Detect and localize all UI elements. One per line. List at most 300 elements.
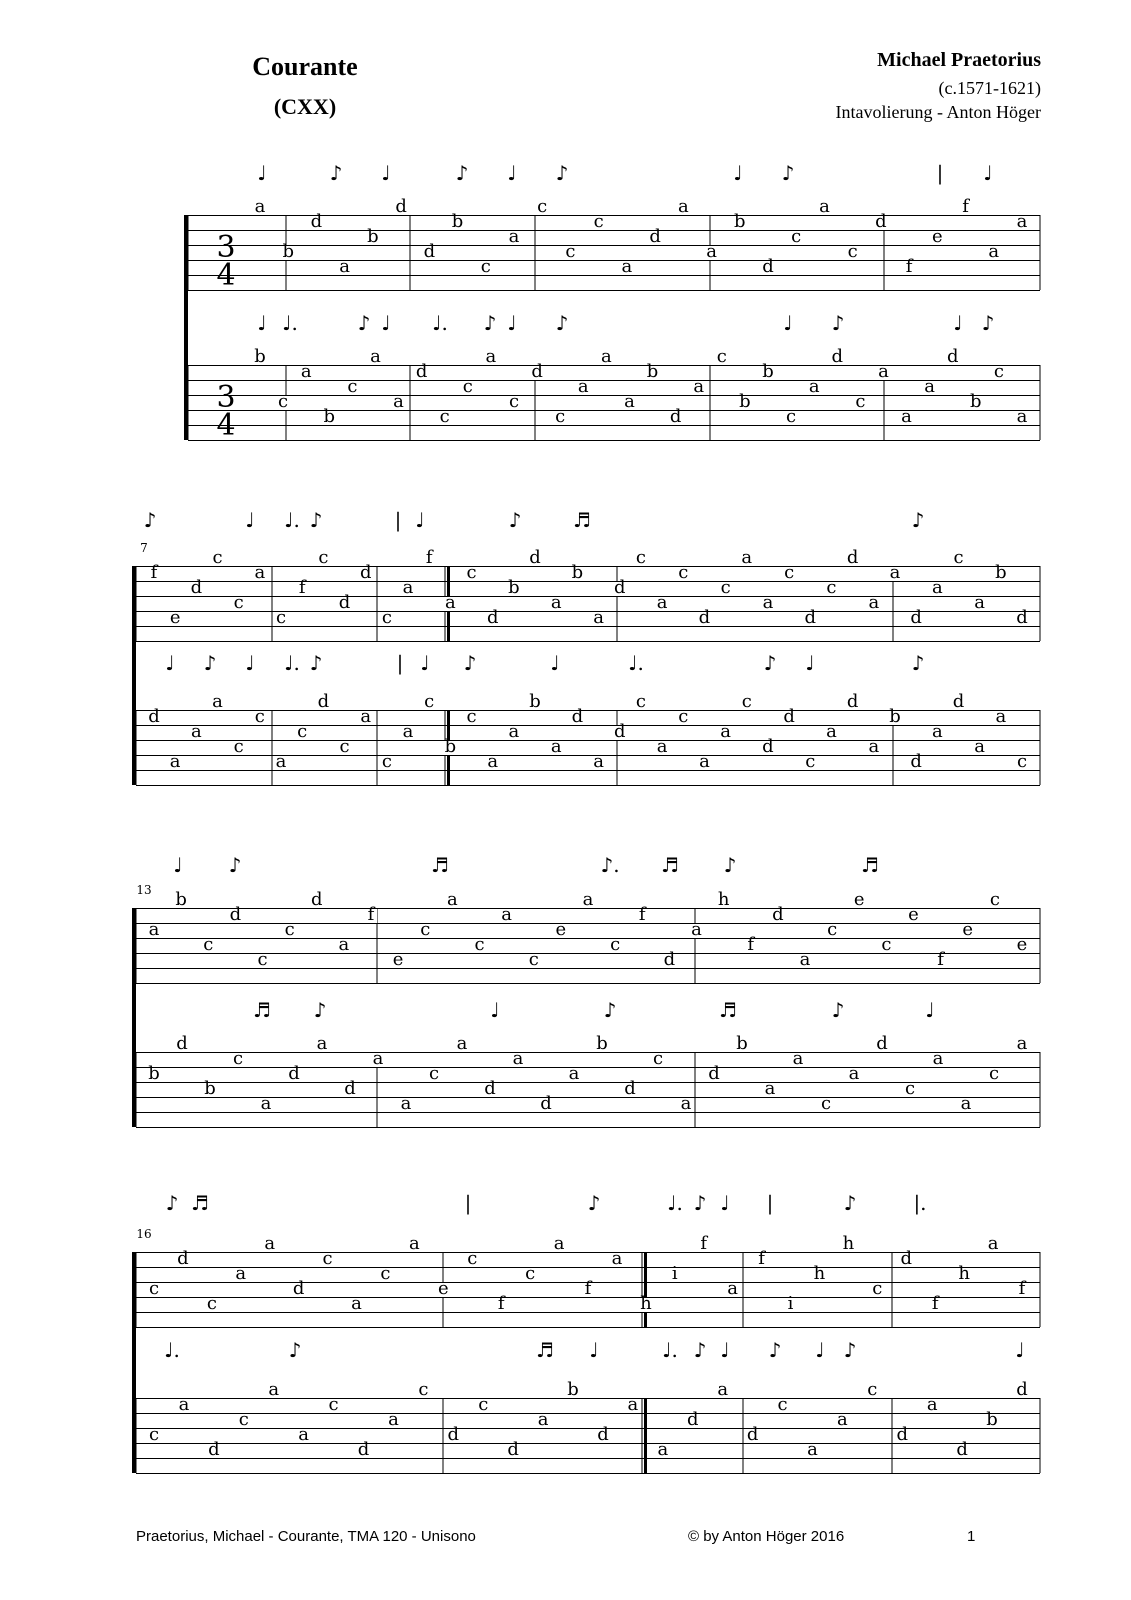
rhythm-flag: ♪: [723, 853, 737, 877]
tab-letter: c: [474, 934, 485, 955]
tab-letter: c: [993, 361, 1004, 382]
tab-letter: c: [297, 721, 308, 742]
tab-letter: a: [508, 226, 520, 247]
tab-letter: f: [937, 949, 944, 970]
double-barline: [644, 1252, 647, 1327]
rhythm-flag: ♪: [693, 1338, 707, 1362]
tab-letter: c: [805, 751, 816, 772]
rhythm-flag: ♩: [507, 161, 517, 185]
tab-letter: b: [254, 346, 266, 367]
tab-letter: a: [868, 592, 880, 613]
measure-number: 7: [140, 541, 148, 555]
tab-letter: d: [531, 361, 543, 382]
tab-letter: d: [317, 691, 330, 712]
tab-letter: b: [736, 1033, 748, 1054]
tab-letter: a: [372, 1048, 384, 1069]
time-signature-bottom: 4: [216, 408, 236, 443]
tab-letter: f: [150, 562, 158, 583]
tab-letter: d: [292, 1278, 305, 1299]
rhythm-flag: ♪: [831, 311, 845, 335]
tab-letter: c: [318, 547, 329, 568]
rhythm-flag: ♩: [983, 161, 993, 185]
tab-letter: d: [831, 346, 844, 367]
tab-letter: a: [254, 562, 266, 583]
tab-letter: f: [584, 1278, 592, 1299]
tab-letter: b: [148, 1063, 160, 1084]
tab-letter: a: [995, 706, 1007, 727]
rhythm-flag: ♪: [313, 998, 327, 1022]
tab-letter: a: [799, 949, 811, 970]
tab-letter: a: [178, 1394, 190, 1415]
rhythm-flag: ♪: [843, 1191, 857, 1215]
tab-letter: d: [288, 1063, 300, 1084]
rhythm-flag: |: [766, 1191, 774, 1215]
tab-letter: c: [508, 391, 520, 412]
tab-letter: c: [339, 736, 350, 757]
tab-letter: a: [351, 1293, 362, 1314]
tab-letter: c: [418, 1379, 429, 1400]
tab-letter: i: [671, 1263, 678, 1284]
tab-letter: a: [988, 241, 1000, 262]
tab-letter: d: [956, 1439, 968, 1460]
tab-letter: a: [264, 1233, 276, 1254]
piece-title: Courante: [252, 52, 358, 81]
rhythm-flag: ♩.: [282, 311, 298, 335]
tab-letter: a: [691, 919, 702, 940]
tab-letter: a: [485, 346, 497, 367]
rhythm-flag: ♬: [536, 1338, 554, 1362]
rhythm-flag: ♪: [555, 311, 569, 335]
tab-letter: c: [741, 691, 752, 712]
tab-letter: f: [1018, 1278, 1026, 1299]
tab-letter: c: [678, 562, 689, 583]
tab-letter: b: [734, 211, 746, 232]
tab-letter: c: [953, 547, 964, 568]
tab-letter: d: [177, 1248, 189, 1269]
rhythm-flag: ♩: [589, 1338, 599, 1362]
tab-letter: d: [359, 562, 372, 583]
system-bracket: [184, 215, 188, 440]
rhythm-flag: ♪: [981, 311, 995, 335]
tab-letter: d: [624, 1078, 636, 1099]
tab-letter: d: [708, 1063, 720, 1084]
rhythm-flag: |.: [913, 1191, 927, 1215]
tab-letter: c: [537, 196, 548, 217]
tab-letter: a: [593, 751, 604, 772]
tab-letter: b: [282, 241, 294, 262]
tab-letter: c: [847, 241, 858, 262]
tab-letter: c: [593, 211, 604, 232]
rhythm-flag: ♩: [953, 311, 963, 335]
rhythm-flag: ♩.: [662, 1338, 678, 1362]
tab-letter: b: [762, 361, 774, 382]
rhythm-flag: |: [936, 161, 944, 185]
tab-letter: d: [910, 751, 922, 772]
tab-letter: c: [1016, 751, 1028, 772]
tab-letter: c: [380, 1263, 391, 1284]
tab-letter: a: [974, 736, 986, 757]
tab-letter: e: [392, 949, 404, 970]
tab-letter: c: [148, 1424, 160, 1445]
tab-letter: d: [686, 1409, 699, 1430]
rhythm-flag: ♪: [455, 161, 469, 185]
tab-letter: d: [229, 904, 242, 925]
page-number: 1: [967, 1528, 976, 1545]
tab-letter: a: [621, 256, 633, 277]
composer-dates: (c.1571-1621): [938, 78, 1041, 98]
rhythm-flag: ♩: [783, 311, 793, 335]
rhythm-flag: ♪: [831, 998, 845, 1022]
tab-letter: d: [669, 406, 682, 427]
tab-letter: a: [960, 1093, 972, 1114]
rhythm-flag: ♪: [165, 1191, 179, 1215]
rhythm-flag: ♩: [257, 311, 267, 335]
tab-letter: c: [678, 706, 689, 727]
tab-letter: c: [716, 346, 727, 367]
tab-letter: a: [868, 736, 880, 757]
tab-letter: d: [1016, 607, 1028, 628]
tab-letter: c: [257, 949, 268, 970]
tab-letter: a: [624, 391, 635, 412]
footer-copyright: © by Anton Höger 2016: [688, 1528, 845, 1545]
rhythm-flag: ♩.: [284, 508, 300, 532]
tab-letter: a: [487, 751, 499, 772]
tab-letter: c: [233, 592, 244, 613]
rhythm-flag: ♪: [843, 1338, 857, 1362]
tab-letter: a: [878, 361, 889, 382]
tab-letter: d: [310, 211, 323, 232]
tab-letter: d: [946, 346, 959, 367]
rhythm-flag: ♪: [483, 311, 497, 335]
double-barline: [644, 1398, 647, 1473]
tab-letter: a: [974, 592, 986, 613]
tab-letter: b: [567, 1379, 579, 1400]
rhythm-flag: ♪.: [600, 853, 620, 877]
tab-letter: c: [872, 1278, 883, 1299]
rhythm-flag: ♩: [415, 508, 425, 532]
rhythm-flag: ♩: [257, 161, 267, 185]
tab-letter: c: [381, 607, 392, 628]
tab-letter: d: [783, 706, 795, 727]
tab-letter: e: [555, 919, 567, 940]
composer-name: Michael Praetorius: [877, 49, 1041, 71]
tab-letter: a: [339, 256, 351, 277]
tab-letter: a: [987, 1233, 999, 1254]
time-signature-bottom: 4: [216, 258, 236, 293]
rhythm-flag: ♩.: [164, 1338, 180, 1362]
tab-letter: a: [1016, 406, 1028, 427]
rhythm-flag: ♪: [587, 1191, 601, 1215]
tab-letter: b: [646, 361, 659, 382]
tab-letter: d: [597, 1424, 609, 1445]
tab-letter: d: [649, 226, 661, 247]
tab-letter: d: [896, 1424, 909, 1445]
tab-letter: b: [529, 691, 541, 712]
tab-letter: a: [316, 1033, 328, 1054]
tab-letter: f: [700, 1233, 708, 1254]
tab-letter: c: [238, 1409, 249, 1430]
rhythm-flag: ♩: [733, 161, 743, 185]
tab-letter: a: [235, 1263, 247, 1284]
tab-letter: d: [357, 1439, 370, 1460]
tab-letter: e: [169, 607, 181, 628]
tab-letter: c: [381, 751, 392, 772]
tab-letter: a: [553, 1233, 565, 1254]
tab-letter: b: [889, 706, 901, 727]
tab-letter: d: [507, 1439, 519, 1460]
tab-letter: d: [338, 592, 351, 613]
footer-title: Praetorius, Michael - Courante, TMA 120 - Unisono: [136, 1528, 476, 1545]
tab-letter: a: [388, 1409, 399, 1430]
tab-letter: d: [571, 706, 584, 727]
tab-letter: b: [571, 562, 584, 583]
rhythm-flag: ♩: [815, 1338, 825, 1362]
rhythm-flag: ♩: [420, 651, 430, 675]
tab-letter: b: [995, 562, 1007, 583]
tab-letter: d: [486, 607, 499, 628]
rhythm-flag: ♩: [550, 651, 560, 675]
tab-letter: a: [190, 721, 202, 742]
rhythm-flag: ♪: [693, 1191, 707, 1215]
rhythm-flag: ♬: [719, 998, 737, 1022]
tab-letter: f: [638, 904, 646, 925]
tab-letter: f: [758, 1248, 765, 1269]
rhythm-flag: ♪: [781, 161, 795, 185]
system-bracket: [132, 908, 136, 1127]
tab-letter: e: [962, 919, 974, 940]
tab-letter: e: [438, 1278, 449, 1299]
rhythm-flag: ♪: [309, 508, 323, 532]
piece-subtitle: (CXX): [273, 94, 337, 119]
tab-letter: d: [846, 547, 859, 568]
tab-letter: a: [582, 889, 594, 910]
tab-letter: a: [402, 577, 414, 598]
tab-letter: h: [813, 1263, 826, 1284]
rhythm-flag: ♩: [245, 508, 255, 532]
tab-letter: c: [635, 547, 646, 568]
tab-letter: c: [420, 919, 431, 940]
tab-letter: c: [820, 1093, 832, 1114]
tab-letter: a: [593, 607, 604, 628]
tab-letter: d: [208, 1439, 220, 1460]
tab-letter: d: [804, 607, 817, 628]
tab-letter: b: [367, 226, 379, 247]
rhythm-flag: ♩: [925, 998, 935, 1022]
tab-letter: c: [855, 391, 866, 412]
tab-letter: a: [298, 1424, 310, 1445]
tab-letter: c: [462, 376, 473, 397]
tab-letter: a: [792, 1048, 804, 1069]
tab-letter: c: [777, 1394, 788, 1415]
tab-letter: a: [456, 1033, 468, 1054]
tab-letter: a: [727, 1278, 739, 1299]
tab-letter: a: [717, 1379, 729, 1400]
tab-letter: a: [600, 346, 612, 367]
tab-letter: a: [931, 577, 943, 598]
tab-letter: a: [741, 547, 753, 568]
rhythm-flag: ♬: [861, 853, 879, 877]
tab-letter: b: [596, 1033, 608, 1054]
tab-letter: a: [260, 1093, 272, 1114]
tab-letter: a: [926, 1394, 938, 1415]
tab-letter: d: [762, 736, 774, 757]
tab-letter: a: [656, 592, 668, 613]
rhythm-flag: ♩: [381, 161, 391, 185]
tab-letter: d: [613, 577, 626, 598]
tab-letter: a: [550, 736, 562, 757]
tab-letter: a: [1016, 1033, 1028, 1054]
tab-letter: a: [148, 919, 160, 940]
measure-number: 13: [136, 883, 152, 897]
tab-letter: e: [1016, 934, 1028, 955]
tab-letter: a: [409, 1233, 420, 1254]
tab-letter: a: [680, 1093, 692, 1114]
rhythm-flag: ♬: [573, 508, 591, 532]
tab-letter: d: [310, 889, 323, 910]
tab-letter: c: [478, 1394, 489, 1415]
tab-letter: h: [842, 1233, 855, 1254]
rhythm-flag: ♪: [228, 853, 242, 877]
tab-letter: b: [451, 211, 464, 232]
tab-letter: d: [846, 691, 859, 712]
tab-letter: c: [466, 706, 477, 727]
tab-letter: c: [652, 1048, 664, 1069]
tab-letter: a: [537, 1409, 549, 1430]
tab-letter: c: [466, 562, 477, 583]
tab-letter: a: [837, 1409, 848, 1430]
tab-letter: a: [445, 592, 456, 613]
tab-letter: c: [988, 1063, 1000, 1084]
rhythm-flag: ♬: [191, 1191, 209, 1215]
tab-letter: d: [540, 1093, 552, 1114]
system-bracket: [132, 566, 136, 785]
tab-letter: a: [931, 721, 943, 742]
tab-letter: f: [425, 547, 433, 568]
tab-letter: f: [962, 196, 969, 217]
rhythm-flag: |: [396, 651, 404, 675]
tab-letter: a: [447, 889, 458, 910]
tab-letter: d: [148, 706, 160, 727]
tab-letter: c: [212, 547, 223, 568]
tab-letter: c: [232, 1048, 244, 1069]
tab-letter: a: [693, 376, 705, 397]
rhythm-flag: ♪: [768, 1338, 782, 1362]
rhythm-flag: ♩: [720, 1338, 730, 1362]
tab-letter: a: [501, 904, 512, 925]
rhythm-flag: ♪: [603, 998, 617, 1022]
time-signature-top: 3: [216, 230, 236, 265]
tab-letter: b: [175, 889, 187, 910]
rhythm-flag: ♬: [253, 998, 271, 1022]
rhythm-flag: ♩.: [628, 651, 644, 675]
tab-letter: a: [402, 721, 414, 742]
tab-letter: b: [739, 391, 751, 412]
tab-letter: a: [932, 1048, 944, 1069]
tab-letter: a: [764, 1078, 776, 1099]
tab-letter: d: [762, 256, 774, 277]
tab-letter: c: [347, 376, 358, 397]
tab-letter: b: [204, 1078, 216, 1099]
rhythm-flag: ♬: [431, 853, 449, 877]
tab-letter: b: [508, 577, 520, 598]
tab-letter: d: [484, 1078, 496, 1099]
rhythm-flag: ♩: [381, 311, 391, 335]
tab-letter: d: [190, 577, 203, 598]
tab-letter: c: [786, 406, 797, 427]
tab-letter: a: [699, 751, 710, 772]
rhythm-flag: |: [394, 508, 402, 532]
tab-letter: c: [720, 577, 731, 598]
tab-letter: a: [300, 361, 312, 382]
tab-letter: a: [550, 592, 562, 613]
tab-letter: c: [827, 919, 838, 940]
rhythm-flag: ♪: [555, 161, 569, 185]
rhythm-flag: ♪: [329, 161, 343, 185]
tab-letter: d: [900, 1248, 913, 1269]
tab-letter: a: [611, 1248, 623, 1269]
tab-letter: a: [400, 1093, 412, 1114]
tab-letter: c: [555, 406, 566, 427]
tab-letter: e: [932, 226, 943, 247]
tab-letter: h: [717, 889, 730, 910]
tab-letter: c: [203, 934, 214, 955]
tab-letter: a: [657, 1439, 669, 1460]
tab-letter: c: [565, 241, 576, 262]
tab-letter: a: [627, 1394, 639, 1415]
tab-letter: a: [212, 691, 223, 712]
tab-letter: c: [867, 1379, 878, 1400]
tab-letter: a: [268, 1379, 280, 1400]
rhythm-flag: ♪: [763, 651, 777, 675]
tab-letter: a: [848, 1063, 860, 1084]
tab-letter: c: [480, 256, 491, 277]
tab-letter: a: [512, 1048, 524, 1069]
arranger-credit: Intavolierung - Anton Höger: [835, 102, 1041, 122]
tab-letter: a: [808, 376, 820, 397]
rhythm-flag: ♩: [720, 1191, 730, 1215]
system-bracket: [132, 1252, 136, 1473]
tab-letter: d: [529, 547, 541, 568]
tab-letter: a: [819, 196, 830, 217]
tab-letter: f: [367, 904, 375, 925]
rhythm-flag: ♩: [245, 651, 255, 675]
tab-letter: c: [439, 406, 450, 427]
tab-letter: f: [747, 934, 755, 955]
tab-letter: d: [875, 211, 887, 232]
tab-letter: c: [784, 562, 795, 583]
rhythm-flag: ♪: [911, 651, 925, 675]
tab-letter: f: [298, 577, 306, 598]
tab-letter: a: [577, 376, 589, 397]
tab-letter: b: [323, 406, 336, 427]
tab-letter: f: [905, 256, 913, 277]
rhythm-flag: ♩: [490, 998, 500, 1022]
rhythm-flag: ♪: [288, 1338, 302, 1362]
rhythm-flag: ♪: [911, 508, 925, 532]
rhythm-flag: ♪: [203, 651, 217, 675]
tab-letter: a: [338, 934, 350, 955]
tab-letter: c: [275, 607, 287, 628]
rhythm-flag: ♪: [357, 311, 371, 335]
tab-letter: c: [148, 1278, 160, 1299]
tab-letter: c: [278, 391, 289, 412]
tab-letter: c: [254, 706, 265, 727]
tab-letter: c: [284, 919, 295, 940]
rhythm-flag: ♩: [507, 311, 517, 335]
tab-letter: a: [1016, 211, 1028, 232]
tab-letter: i: [787, 1293, 794, 1314]
rhythm-flag: ♩: [173, 853, 183, 877]
